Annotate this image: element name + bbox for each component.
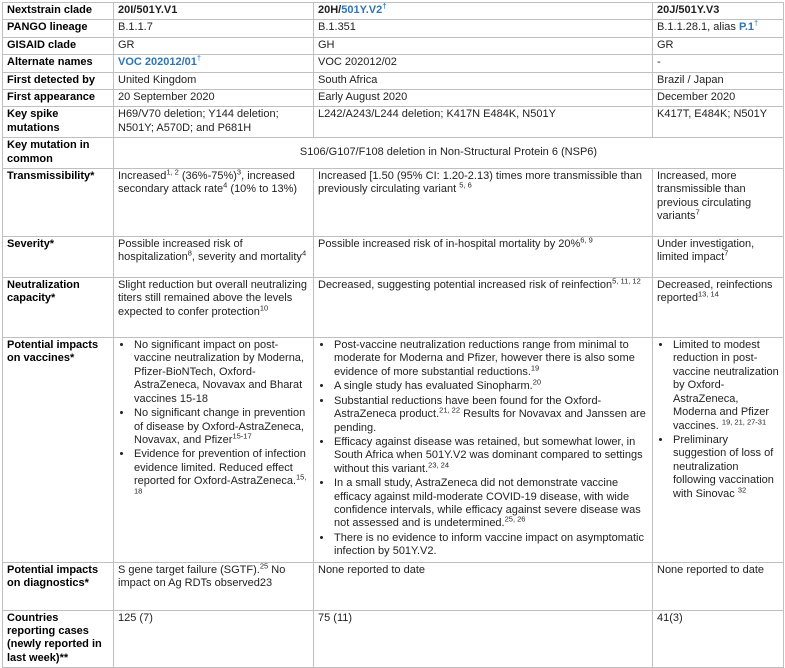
text-fragment: None reported to date xyxy=(318,563,426,576)
cell-nextstrain-v2 xyxy=(314,3,653,20)
row-label-spike: Key spike mutations xyxy=(3,107,114,138)
variant-name-prefix: 20H/ xyxy=(318,4,342,16)
cell-gisaid-v2: GH xyxy=(314,37,653,54)
cell-severity-v2 xyxy=(314,237,653,278)
text-fragment: Substantial reductions have been found for the Oxford-AstraZeneca product. xyxy=(334,394,602,421)
dagger-footnote: † xyxy=(754,18,759,28)
reference-superscript: 4 xyxy=(223,180,228,190)
cell-detected-v2: South Africa xyxy=(314,72,653,89)
text-fragment: (10% to 13%) xyxy=(227,183,298,196)
row-label-severity: Severity* xyxy=(3,237,114,278)
text-fragment: , increased secondary attack rate xyxy=(118,170,295,196)
variant-link[interactable]: 501Y.V2 xyxy=(341,4,383,16)
row-label-vaccines: Potential impacts on vaccines* xyxy=(3,338,114,563)
text-fragment: Increased [1.50 (95% CI: 1.20-2.13) times more transmissible than previously circulating variant xyxy=(318,170,643,196)
cell-vaccines-v2 xyxy=(314,338,653,563)
text-fragment: Evidence for prevention of infection evidence limited. Reduced effect reported for Oxford-AstraZeneca. xyxy=(134,448,306,488)
text-fragment: Increased xyxy=(118,170,167,183)
bullet-item xyxy=(333,339,648,379)
cell-appearance-v1: 20 September 2020 xyxy=(114,90,314,107)
row-key-spike-mutations xyxy=(3,107,784,138)
text-fragment: There is no evidence to inform vaccine impact on asymptomatic infection by 501Y.V2. xyxy=(334,531,644,558)
cell-countries-v2: 75 (11) xyxy=(314,610,653,668)
row-vaccine-impacts xyxy=(3,338,784,563)
text-fragment: , severity and mortality xyxy=(191,251,302,264)
reference-superscript: 4 xyxy=(301,248,307,258)
text-fragment: Preliminary suggestion of loss of neutralization following vaccination with Sinovac xyxy=(673,433,774,500)
bullet-item xyxy=(133,407,309,447)
reference-superscript: 3 xyxy=(236,167,242,177)
cell-pango-v3 xyxy=(653,20,784,37)
cell-nextstrain-v3: 20J/501Y.V3 xyxy=(653,3,784,20)
cell-transmissibility-v1 xyxy=(114,169,314,237)
cell-pango-v2: B.1.351 xyxy=(314,20,653,37)
cell-countries-v1: 125 (7) xyxy=(114,610,314,668)
cell-gisaid-v3: GR xyxy=(653,37,784,54)
row-alternate-names xyxy=(3,55,784,72)
text-fragment: No significant change in prevention of disease by Oxford-AstraZeneca, Novavax, and Pfizer xyxy=(134,407,306,446)
dagger-footnote: † xyxy=(196,53,202,63)
reference-superscript: 15, 18 xyxy=(134,472,307,495)
row-first-detected xyxy=(3,72,784,89)
lineage-link[interactable]: P.1 xyxy=(738,21,755,34)
row-key-mutation-common xyxy=(3,138,784,169)
cell-diagnostics-v3 xyxy=(653,562,784,610)
text-fragment: Under investigation, limited impact xyxy=(657,238,755,264)
reference-superscript: 25 xyxy=(259,560,269,570)
reference-superscript: 7 xyxy=(724,248,729,258)
text-fragment: In a small study, AstraZeneca did not demonstrate vaccine efficacy against mild-moderate COVID-19 disease, with wide confidence intervals, while efficacy against severe disease was not assessed and is undetermined. xyxy=(334,477,641,530)
row-label-neutralization: Neutralization capacity* xyxy=(3,278,114,338)
bullet-item xyxy=(672,434,779,501)
row-gisaid-clade xyxy=(3,37,784,54)
row-pango-lineage xyxy=(3,20,784,37)
text-fragment: None reported to date xyxy=(657,563,765,576)
reference-superscript: 5, 6 xyxy=(459,180,472,190)
cell-detected-v1: United Kingdom xyxy=(114,72,314,89)
reference-superscript: 13, 14 xyxy=(697,289,719,299)
row-label-alternate: Alternate names xyxy=(3,55,114,72)
cell-diagnostics-v1 xyxy=(114,562,314,610)
bullet-item xyxy=(333,436,648,476)
cell-neutralization-v2 xyxy=(314,278,653,338)
reference-superscript: 7 xyxy=(695,207,700,217)
reference-superscript: 15-17 xyxy=(232,431,252,441)
cell-nextstrain-v1: 20I/501Y.V1 xyxy=(114,3,314,20)
cell-appearance-v2: Early August 2020 xyxy=(314,90,653,107)
row-label-countries: Countries reporting cases (newly reported in last week)** xyxy=(3,610,114,668)
reference-superscript: 6, 9 xyxy=(580,235,593,245)
cell-pango-v1: B.1.1.7 xyxy=(114,20,314,37)
text-fragment: Limited to modest reduction in post-vaccine neutralization by Oxford-AstraZeneca, Moderna and Pfizer vaccines. xyxy=(673,339,779,432)
reference-superscript: 1, 2 xyxy=(166,167,179,177)
text-fragment: Efficacy against disease was retained, but somewhat lower, in South Africa when 501Y.V2 was dominant compared to settings without this variant. xyxy=(334,435,643,475)
text-fragment: Results for Novavax and Janssen are pending. xyxy=(334,408,646,434)
cell-countries-v3: 41(3) xyxy=(653,610,784,668)
bullet-item xyxy=(133,339,309,406)
cell-alternate-v3: - xyxy=(653,55,784,72)
cell-diagnostics-v2 xyxy=(314,562,653,610)
reference-superscript: 8 xyxy=(187,248,192,258)
row-label-gisaid: GISAID clade xyxy=(3,37,114,54)
row-first-appearance xyxy=(3,90,784,107)
text-fragment: Post-vaccine neutralization reductions range from minimal to moderate for Moderna and Pfizer, however there is also some evidence of more substantial reductions. xyxy=(334,339,635,378)
cell-common-mutation: S106/G107/F108 deletion in Non-Structural Protein 6 (NSP6) xyxy=(114,138,784,169)
bullet-item xyxy=(133,448,309,502)
dagger-footnote: † xyxy=(382,1,387,11)
bullet-item xyxy=(333,395,648,435)
row-nextstrain-clade xyxy=(3,3,784,20)
bullet-list xyxy=(118,339,309,502)
cell-vaccines-v3 xyxy=(653,338,784,563)
variant-comparison-table xyxy=(2,2,784,668)
reference-superscript: 32 xyxy=(737,484,747,494)
cell-vaccines-v1 xyxy=(114,338,314,563)
text-fragment: Possible increased risk of hospitalization xyxy=(118,238,243,264)
text-fragment: Slight reduction but overall neutralizing titers still remained above the levels expected to confer protection xyxy=(118,279,307,318)
reference-superscript: 20 xyxy=(532,377,542,387)
reference-superscript: 5, 11, 12 xyxy=(612,276,641,286)
row-label-appearance: First appearance xyxy=(3,90,114,107)
lineage-prefix: B.1.1.28.1, alias xyxy=(657,21,739,34)
bullet-list xyxy=(657,339,779,501)
cell-severity-v3 xyxy=(653,237,784,278)
text-fragment: No significant impact on post-vaccine neutralization by Moderna, Pfizer-BioNTech, Oxford-AstraZeneca, Novavax and Bharat vaccines 15-18 xyxy=(134,339,304,405)
cell-spike-v2: L242/A243/L244 deletion; K417N E484K, N501Y xyxy=(314,107,653,138)
row-label-common: Key mutation in common xyxy=(3,138,114,169)
text-fragment: S gene target failure (SGTF). xyxy=(118,563,260,576)
bullet-item xyxy=(333,477,648,531)
text-fragment: (36%-75%) xyxy=(178,170,237,183)
row-label-nextstrain: Nextstrain clade xyxy=(3,3,114,20)
reference-superscript: 19 xyxy=(530,363,540,373)
reference-superscript: 10 xyxy=(259,303,269,313)
row-label-pango: PANGO lineage xyxy=(3,20,114,37)
cell-spike-v1: H69/V70 deletion; Y144 deletion; N501Y; A570D; and P681H xyxy=(114,107,314,138)
row-label-detected: First detected by xyxy=(3,72,114,89)
cell-spike-v3: K417T, E484K; N501Y xyxy=(653,107,784,138)
row-transmissibility xyxy=(3,169,784,237)
cell-neutralization-v1 xyxy=(114,278,314,338)
cell-neutralization-v3 xyxy=(653,278,784,338)
row-label-transmissibility: Transmissibility* xyxy=(3,169,114,237)
cell-gisaid-v1: GR xyxy=(114,37,314,54)
row-countries-reporting xyxy=(3,610,784,668)
row-label-diagnostics: Potential impacts on diagnostics* xyxy=(3,562,114,610)
cell-severity-v1 xyxy=(114,237,314,278)
row-neutralization xyxy=(3,278,784,338)
bullet-item xyxy=(333,377,648,393)
voc-link[interactable]: VOC 202012/01 xyxy=(118,56,197,69)
text-fragment: A single study has evaluated Sinopharm. xyxy=(334,380,533,393)
row-diagnostics-impacts xyxy=(3,562,784,610)
text-fragment: Possible increased risk of in-hospital mortality by 20% xyxy=(318,238,581,251)
cell-alternate-v1 xyxy=(114,55,314,72)
text-fragment: Increased, more transmissible than previous circulating variants xyxy=(657,170,752,223)
bullet-item xyxy=(333,532,648,559)
bullet-item xyxy=(672,339,779,433)
row-severity xyxy=(3,237,784,278)
bullet-list xyxy=(318,339,648,559)
cell-transmissibility-v3 xyxy=(653,169,784,237)
text-fragment: Decreased, reinfections reported xyxy=(657,279,773,305)
reference-superscript: 23, 24 xyxy=(428,460,450,470)
reference-superscript: 25, 26 xyxy=(504,514,526,524)
reference-superscript: 19, 21, 27-31 xyxy=(721,416,767,426)
cell-alternate-v2: VOC 202012/02 xyxy=(314,55,653,72)
text-fragment: Decreased, suggesting potential increased risk of reinfection xyxy=(318,279,613,292)
cell-appearance-v3: December 2020 xyxy=(653,90,784,107)
cell-transmissibility-v2 xyxy=(314,169,653,237)
text-fragment: No impact on Ag RDTs observed23 xyxy=(118,563,286,589)
reference-superscript: 21, 22 xyxy=(439,405,461,415)
cell-detected-v3: Brazil / Japan xyxy=(653,72,784,89)
